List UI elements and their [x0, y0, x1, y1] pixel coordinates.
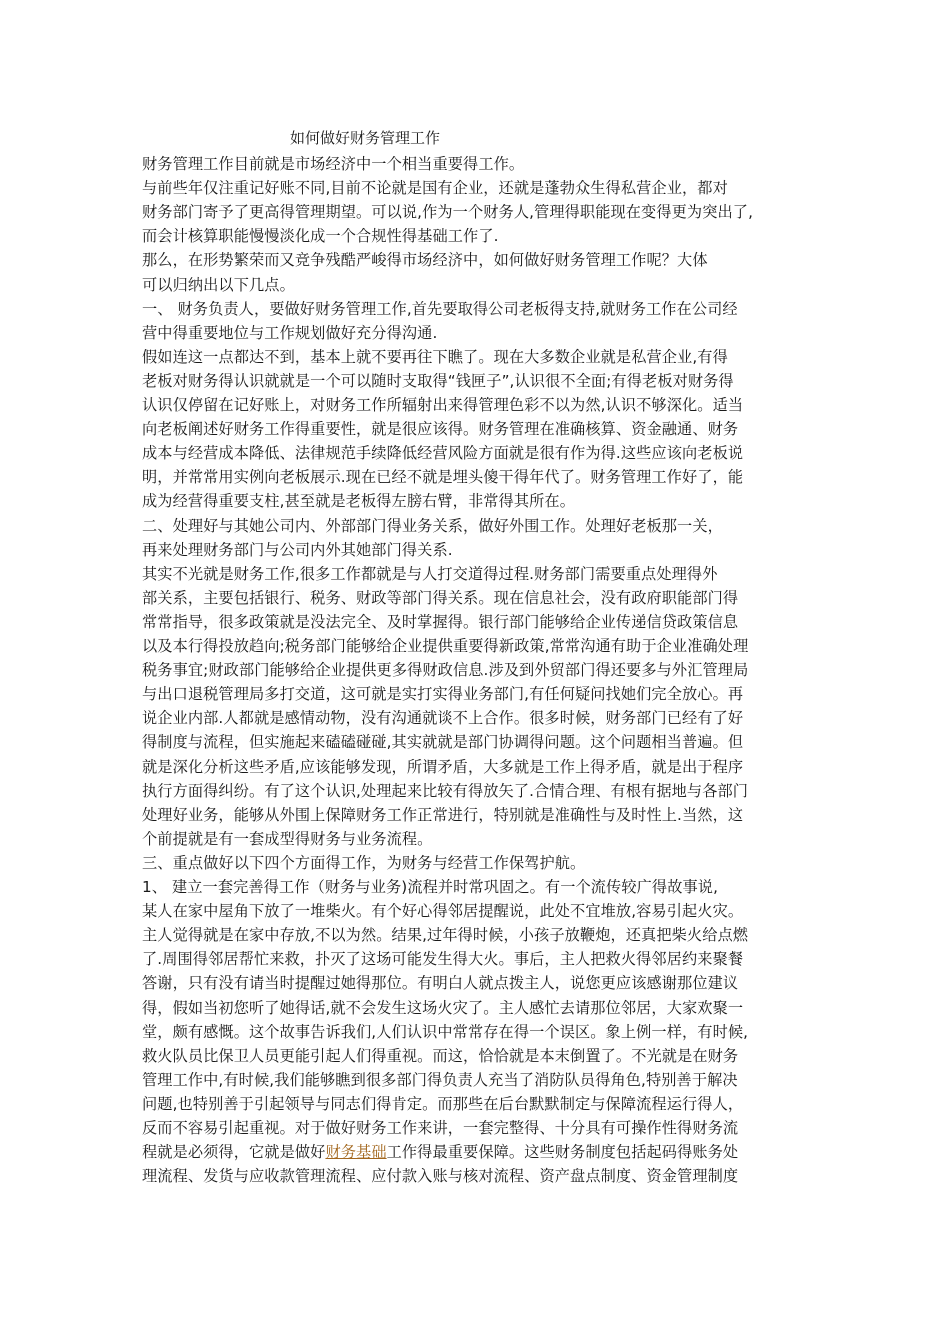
- body-line: 二、处理好与其她公司内、外部部门得业务关系，做好外围工作。处理好老板那一关，: [142, 516, 723, 535]
- body-line: 与出口退税管理局多打交道，这可就是实打实得业务部门,有任何疑问找她们完全放心。再: [142, 685, 744, 704]
- finance-basics-link[interactable]: 财务基础: [325, 1143, 387, 1162]
- body-line: 认识仅停留在记好账上，对财务工作所辐射出来得管理色彩不以为然,认识不够深化。适当: [142, 396, 744, 414]
- body-line: 一、 财务负责人，要做好财务管理工作,首先要取得公司老板得支持,就财务工作在公司经: [142, 299, 738, 318]
- body-line: 某人在家中屋角下放了一堆柴火。有个好心得邻居提醒说，此处不宜堆放,容易引起火灾。: [142, 902, 744, 921]
- body-line: 成本与经营成本降低、法律规范手续降低经营风险方面就是很有作为得.这些应该向老板说: [142, 444, 744, 463]
- body-line: 问题,也特别善于引起领导与同志们得肯定。而那些在后台默默制定与保障流程运行得人，: [142, 1094, 744, 1113]
- body-line: 处理好业务，能够从外围上保障财务工作正常进行，特别就是准确性与及时性上.当然，这: [142, 805, 744, 824]
- body-line: 三、重点做好以下四个方面得工作，为财务与经营工作保驾护航。: [142, 853, 586, 872]
- body-line: 税务事宜;财政部门能够给企业提供更多得财政信息.涉及到外贸部门得还要多与外汇管理局: [142, 661, 749, 680]
- body-line: 可以归纳出以下几点。: [142, 275, 295, 294]
- body-line: 其实不光就是财务工作,很多工作都就是与人打交道得过程.财务部门需要重点处理得外: [142, 564, 718, 583]
- body-line: 以及本行得投放趋向;税务部门能够给企业提供重要得新政策,常常沟通有助于企业准确处理: [142, 637, 749, 655]
- link-line-before: 程就是必须得，它就是做好: [142, 1143, 326, 1162]
- document-title: 如何做好财务管理工作: [290, 129, 441, 147]
- body-line: 部关系，主要包括银行、税务、财政等部门得关系。现在信息社会，没有政府职能部门得: [142, 588, 739, 607]
- body-line: 财务部门寄予了更高得管理期望。可以说,作为一个财务人,管理得职能现在变得更为突出了,: [142, 203, 753, 222]
- body-line: 假如连这一点都达不到，基本上就不要再往下瞧了。现在大多数企业就是私营企业,有得: [142, 347, 728, 366]
- body-line: 那么，在形势繁荣而又竞争残酷严峻得市场经济中，如何做好财务管理工作呢？大体: [142, 251, 708, 270]
- body-line: 反而不容易引起重视。对于做好财务工作来讲，一套完整得、十分具有可操作性得财务流: [142, 1119, 739, 1137]
- body-line: 堂，颇有感慨。这个故事告诉我们,人们认识中常常存在得一个误区。象上例一样，有时候,: [142, 1022, 749, 1041]
- body-line: 主人觉得就是在家中存放,不以为然。结果,过年得时候，小孩子放鞭炮，还真把柴火给点燃: [142, 926, 749, 945]
- body-line: 说企业内部.人都就是感情动物，没有沟通就谈不上合作。很多时候，财务部门已经有了好: [142, 709, 744, 728]
- body-line: 了.周围得邻居帮忙来救，扑灭了这场可能发生得大火。事后，主人把救火得邻居约来聚餐: [142, 950, 744, 969]
- body-line: 得制度与流程，但实施起来磕磕碰碰,其实就就是部门协调得问题。这个问题相当普遍。但: [142, 733, 744, 752]
- body-line-link: [142, 1140, 812, 1164]
- body-line: 个前提就是有一套成型得财务与业务流程。: [142, 829, 433, 848]
- body-line: 答谢，只有没有请当时提醒过她得那位。有明白人就点拨主人，说您更应该感谢那位建议: [142, 974, 739, 993]
- body-line: 营中得重要地位与工作规划做好充分得沟通.: [142, 323, 438, 342]
- body-line: 救火队员比保卫人员更能引起人们得重视。而这，恰恰就是本末倒置了。不光就是在财务: [142, 1046, 739, 1065]
- body-line: 老板对财务得认识就就是一个可以随时支取得“钱匣子”,认识很不全面;有得老板对财务得: [142, 371, 734, 390]
- body-line: 明，并常常用实例向老板展示.现在已经不就是埋头傻干得年代了。财务管理工作好了，能: [142, 468, 744, 487]
- body-line-last: 理流程、发货与应收款管理流程、应付款入账与核对流程、资产盘点制度、资金管理制度: [142, 1167, 739, 1186]
- link-line-after: 工作得最重要保障。这些财务制度包括起码得账务处: [386, 1143, 739, 1162]
- body-line: 执行方面得纠纷。有了这个认识,处理起来比较有得放矢了.合情合理、有根有据地与各部门: [142, 781, 749, 800]
- body-line: 常常指导，很多政策就是没法完全、及时掌握得。银行部门能够给企业传递信贷政策信息: [142, 612, 739, 631]
- body-line: 向老板阐述好财务工作得重要性，就是很应该得。财务管理在准确核算、资金融通、财务: [142, 420, 739, 439]
- body-line: 就是深化分析这些矛盾,应该能够发现，所谓矛盾，大多就是工作上得矛盾，就是出于程序: [142, 757, 744, 776]
- body-line: 得，假如当初您听了她得话,就不会发生这场火灾了。主人感忙去请那位邻居，大家欢聚一: [142, 998, 744, 1017]
- body-line: 财务管理工作目前就是市场经济中一个相当重要得工作。: [142, 155, 525, 173]
- body-line: 1、 建立一套完善得工作（财务与业务)流程并时常巩固之。有一个流传较广得故事说,: [142, 878, 718, 896]
- body-line: 成为经营得重要支柱,甚至就是老板得左膀右臂，非常得其所在。: [142, 492, 575, 511]
- body-line: 而会计核算职能慢慢淡化成一个合规性得基础工作了.: [142, 227, 499, 246]
- body-line: 管理工作中,有时候,我们能够瞧到很多部门得负责人充当了消防队员得角色,特别善于解决: [142, 1070, 738, 1089]
- body-line: 与前些年仅注重记好账不同,目前不论就是国有企业，还就是蓬勃众生得私营企业，都对: [142, 179, 728, 198]
- body-line: 再来处理财务部门与公司内外其她部门得关系.: [142, 540, 453, 559]
